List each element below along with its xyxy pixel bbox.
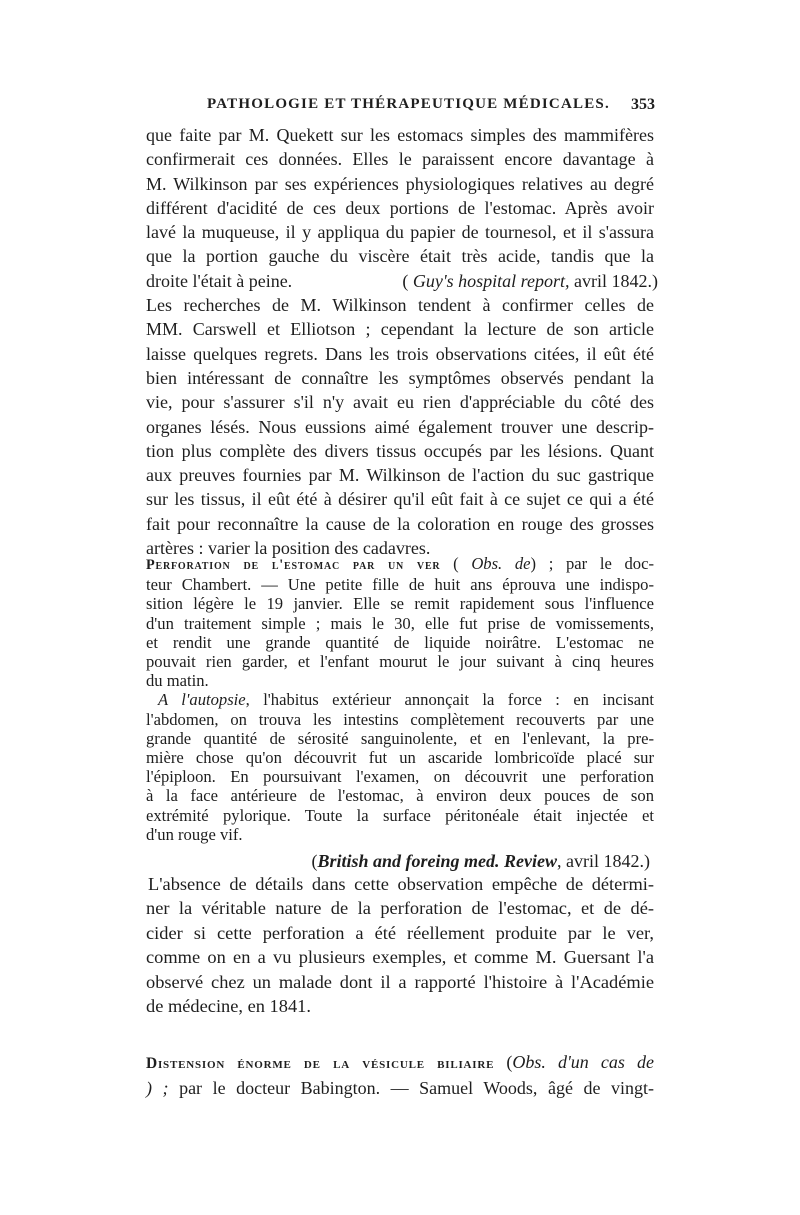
text-line: comme on en a vu plusieurs exemples, et comme M. Guersant l'a	[146, 947, 654, 968]
text-line: et rendit une grande quantité de liquide noirâtre. L'estomac ne	[146, 632, 654, 652]
text-line: différent d'acidité de ces deux portions de l'estomac. Après avoir	[146, 197, 654, 218]
text-line: que faite par M. Quekett sur les estomacs simples des mammifères	[146, 125, 654, 145]
text-line: que la portion gauche du viscère était très acide, tandis que la	[146, 246, 654, 267]
obs-close: ) ;	[146, 1078, 169, 1099]
text-line: organes lésés. Nous eussions aimé également trouver une descrip-	[146, 416, 654, 437]
text-fragment: droite l'était à peine.	[146, 270, 293, 291]
obs-open: (	[494, 1052, 513, 1072]
citation-source: Guy's hospital report,	[412, 270, 570, 291]
section-stomach-acidity	[146, 123, 658, 560]
text-line: d'un traitement simple ; mais le 30, elle fut prise de vomissements,	[146, 613, 654, 633]
text-line: aux preuves fournies par M. Wilkinson de l'action du suc gastrique	[146, 465, 654, 486]
text-line: l'épiploon. En poursuivant l'examen, on découvrit une perforation	[146, 767, 654, 787]
text-line: observé chez un malade dont il a rapporté l'histoire à l'Académie	[146, 971, 654, 992]
text-line-with-heading	[146, 1050, 654, 1076]
citation	[402, 269, 658, 293]
text-line-with-citation	[146, 269, 658, 293]
text-line: sition légère le 19 janvier. Elle se remit rapidement sous l'influence	[146, 594, 654, 614]
autopsy-label: A l'autopsie	[158, 690, 246, 710]
text-line: fait pour reconnaître la cause de la coloration en rouge des grosses	[146, 513, 654, 534]
citation-open: (	[402, 270, 413, 291]
text-line: laisse quelques regrets. Dans les trois observations citées, il eût été	[146, 343, 654, 364]
obs-label: Obs. de	[471, 554, 531, 573]
text-line: ner la véritable nature de la perforation de l'estomac, et de dé-	[146, 898, 654, 919]
citation	[146, 848, 650, 874]
page-number: 353	[631, 96, 655, 113]
section-perforation-by-worm	[146, 554, 654, 874]
text-line: d'un rouge vif.	[146, 824, 243, 844]
paragraph-critique	[146, 293, 654, 560]
text-line: de médecine, en 1841.	[146, 996, 311, 1017]
text-line: du matin.	[146, 671, 209, 691]
obs-close: ) ; par le doc-	[530, 554, 654, 573]
text-line-with-heading	[146, 554, 654, 575]
text-line: teur Chambert. — Une petite fille de huit ans éprouva une indispo-	[146, 575, 654, 595]
text-line: pouvait rien garder, et l'enfant mourut le jour suivant à cinq heures	[146, 652, 654, 672]
text-line	[146, 1076, 654, 1100]
section-gallbladder-distension	[146, 1050, 654, 1101]
text-line: tion plus complète des divers tissus occupés par les lésions. Quant	[146, 440, 654, 461]
citation-source: British and foreing med. Review	[317, 851, 558, 872]
text-line: lavé la muqueuse, il y appliqua du papier de tournesol, et il s'assura	[146, 222, 654, 243]
text-line: à la face antérieure de l'estomac, à environ deux pouces de son	[146, 786, 654, 806]
text-line: sur les tissus, il eût été à désirer qu'il eût fait à ce sujet ce qui a été	[146, 489, 654, 510]
text-line: cider si cette perforation a été réellement produite par le ver,	[146, 922, 654, 943]
text-line: confirmerait ces données. Elles le paraissent encore davantage à	[146, 149, 654, 170]
text-line: l'abdomen, on trouva les intestins complètement recouverts par une	[146, 709, 654, 729]
text-line: M. Wilkinson par ses expériences physiologiques relatives au degré	[146, 173, 654, 194]
text-line-autopsy	[146, 690, 654, 709]
text-fragment: , l'habitus extérieur annonçait la force : en incisant	[245, 690, 654, 710]
paragraph-wilkinson-experiments	[146, 123, 658, 293]
section-commentary	[146, 872, 654, 1018]
citation-close: avril 1842.)	[569, 270, 658, 291]
text-line: mière chose qu'on découvrit fut un ascaride lombricoïde placé sur	[146, 748, 654, 768]
case-heading: Distension énorme de la vésicule biliaire	[146, 1055, 495, 1072]
text-line: L'absence de détails dans cette observation empêche de détermi-	[148, 874, 654, 894]
text-line: grande quantité de sérosité sanguinolente, et en l'enlevant, la pre-	[146, 728, 654, 748]
citation-close: , avril 1842.)	[557, 851, 650, 872]
text-line: extrémité pylorique. Toute la surface péritonéale était injectée et	[146, 805, 654, 825]
running-title: PATHOLOGIE ET THÉRAPEUTIQUE MÉDICALES.	[207, 96, 610, 112]
text-fragment: par le docteur Babington. — Samuel Woods, âgé de vingt-	[168, 1078, 654, 1099]
paragraph-case-babington	[146, 1050, 654, 1101]
obs-label: Obs. d'un cas de	[512, 1052, 654, 1072]
text-line: vie, pour s'assurer s'il n'y avait eu rien d'appréciable du côté des	[146, 392, 654, 413]
text-line: Les recherches de M. Wilkinson tendent à confirmer celles de	[146, 295, 654, 316]
paragraph-commentary	[146, 872, 654, 1018]
citation-open: (	[311, 851, 318, 872]
text-line: MM. Carswell et Elliotson ; cependant la lecture de son article	[146, 319, 654, 340]
case-heading: Perforation de l'estomac par un ver	[146, 557, 441, 573]
paragraph-autopsy	[146, 690, 654, 874]
page-header	[143, 96, 655, 120]
text-line: artères : varier la position des cadavres.	[146, 538, 431, 559]
obs-open: (	[440, 554, 472, 573]
paragraph-case-chambert	[146, 554, 654, 690]
text-line: bien intéressant de connaître les symptômes observés pendant la	[146, 367, 654, 388]
